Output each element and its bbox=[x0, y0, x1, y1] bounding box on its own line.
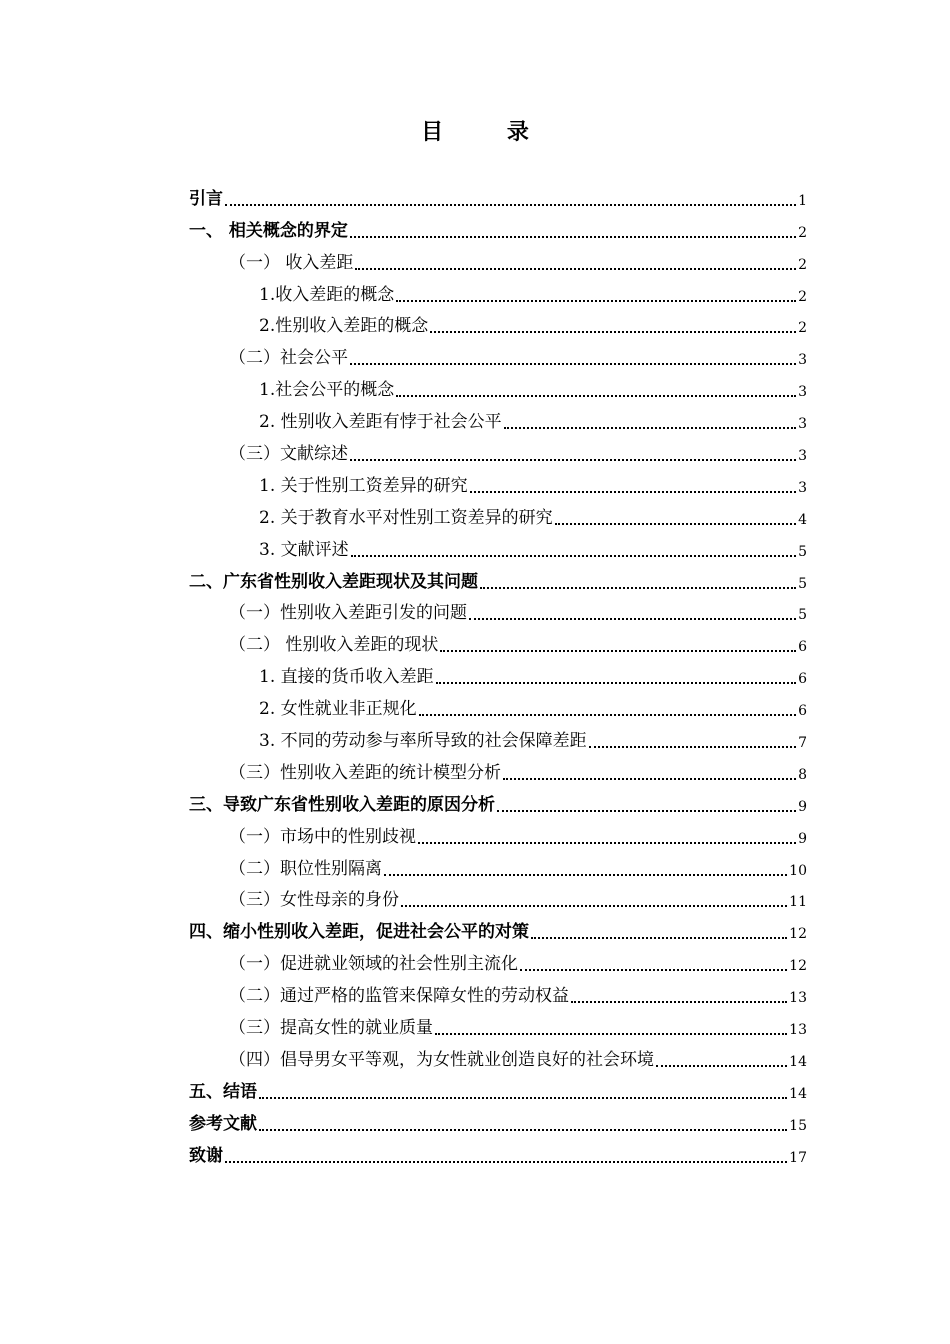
toc-dot-leader bbox=[430, 331, 796, 333]
toc-entry-page-number: 5 bbox=[798, 607, 807, 624]
toc-entry-page-number: 9 bbox=[798, 830, 807, 847]
toc-entry-page-number: 5 bbox=[798, 575, 807, 592]
toc-entry[interactable] bbox=[189, 947, 807, 979]
toc-dot-leader bbox=[480, 587, 796, 589]
toc-dot-leader bbox=[656, 1065, 787, 1067]
toc-entry[interactable] bbox=[189, 724, 807, 756]
toc-entry[interactable] bbox=[189, 246, 807, 278]
toc-entry[interactable] bbox=[189, 660, 807, 692]
toc-dot-leader bbox=[503, 778, 796, 780]
toc-entry-label: 五、结语 bbox=[189, 1081, 257, 1102]
toc-dot-leader bbox=[571, 1001, 787, 1003]
toc-entry-page-number: 3 bbox=[798, 479, 807, 496]
toc-entry[interactable] bbox=[189, 278, 807, 310]
toc-entry-label: 3. 文献评述 bbox=[259, 539, 349, 560]
toc-entry-page-number: 17 bbox=[789, 1149, 807, 1166]
toc-entry-label: 1.社会公平的概念 bbox=[259, 380, 395, 401]
toc-entry-label: （三）文献综述 bbox=[229, 444, 348, 465]
toc-dot-leader bbox=[351, 555, 796, 557]
toc-entry-label: （四）倡导男女平等观，为女性就业创造良好的社会环境 bbox=[229, 1049, 654, 1070]
toc-entry-page-number: 6 bbox=[798, 703, 807, 720]
toc-title: 目 录 bbox=[421, 120, 557, 145]
toc-entry-page-number: 3 bbox=[798, 448, 807, 465]
toc-dot-leader bbox=[504, 427, 796, 429]
toc-dot-leader bbox=[470, 491, 796, 493]
toc-entry-page-number: 5 bbox=[798, 543, 807, 560]
toc-entry[interactable] bbox=[189, 820, 807, 852]
toc-entry-label: （三）女性母亲的身份 bbox=[229, 890, 399, 911]
toc-dot-leader bbox=[436, 682, 796, 684]
toc-entry-page-number: 7 bbox=[798, 735, 807, 752]
toc-dot-leader bbox=[355, 268, 796, 270]
toc-entry-page-number: 2 bbox=[798, 224, 807, 241]
toc-entry[interactable] bbox=[189, 1075, 807, 1107]
toc-entry[interactable] bbox=[189, 310, 807, 342]
toc-entry-label: （一） 收入差距 bbox=[229, 252, 354, 273]
toc-entry-page-number: 12 bbox=[789, 958, 807, 975]
toc-dot-leader bbox=[401, 905, 787, 907]
toc-entry-page-number: 3 bbox=[798, 416, 807, 433]
toc-entry[interactable] bbox=[189, 565, 807, 597]
toc-dot-leader bbox=[396, 300, 796, 302]
toc-entry-label: 2. 女性就业非正规化 bbox=[259, 699, 417, 720]
toc-dot-leader bbox=[520, 969, 787, 971]
toc-entry-label: （三）提高女性的就业质量 bbox=[229, 1018, 433, 1039]
toc-entry[interactable] bbox=[189, 628, 807, 660]
toc-entry[interactable] bbox=[189, 884, 807, 916]
toc-dot-leader bbox=[350, 459, 796, 461]
toc-entry[interactable] bbox=[189, 405, 807, 437]
toc-entry-label: （二） 性别收入差距的现状 bbox=[229, 635, 439, 656]
toc-entry-label: （三）性别收入差距的统计模型分析 bbox=[229, 762, 501, 783]
toc-entry-page-number: 2 bbox=[798, 288, 807, 305]
toc-entry-label: （二）职位性别隔离 bbox=[229, 858, 382, 879]
toc-entry-label: 1.收入差距的概念 bbox=[259, 284, 395, 305]
toc-entry[interactable] bbox=[189, 1011, 807, 1043]
toc-entry-page-number: 2 bbox=[798, 320, 807, 337]
toc-dot-leader bbox=[497, 810, 796, 812]
toc-dot-leader bbox=[440, 650, 796, 652]
toc-entry-label: （一）促进就业领域的社会性别主流化 bbox=[229, 954, 518, 975]
toc-entry-page-number: 1 bbox=[798, 192, 807, 209]
toc-entry[interactable] bbox=[189, 692, 807, 724]
toc-dot-leader bbox=[418, 842, 796, 844]
toc-entry-label: 三、导致广东省性别收入差距的原因分析 bbox=[189, 794, 495, 815]
toc-entry-label: 一、 相关概念的界定 bbox=[189, 220, 348, 241]
toc-entry[interactable] bbox=[189, 756, 807, 788]
toc-entry-label: 致谢 bbox=[189, 1145, 223, 1166]
toc-entry-page-number: 11 bbox=[789, 894, 807, 911]
toc-entry-page-number: 9 bbox=[798, 798, 807, 815]
toc-entry[interactable] bbox=[189, 469, 807, 501]
toc-entry-label: （一）市场中的性别歧视 bbox=[229, 826, 416, 847]
toc-entry-page-number: 6 bbox=[798, 671, 807, 688]
toc-dot-leader bbox=[350, 236, 796, 238]
toc-entry-page-number: 8 bbox=[798, 766, 807, 783]
toc-dot-leader bbox=[396, 395, 796, 397]
toc-entry[interactable] bbox=[189, 1107, 807, 1139]
toc-entry[interactable] bbox=[189, 182, 807, 214]
toc-dot-leader bbox=[469, 618, 796, 620]
toc-entry-label: 2. 关于教育水平对性别工资差异的研究 bbox=[259, 507, 553, 528]
toc-entry[interactable] bbox=[189, 1139, 807, 1171]
toc-entry[interactable] bbox=[189, 597, 807, 629]
toc-entry-page-number: 3 bbox=[798, 384, 807, 401]
toc-entry-page-number: 12 bbox=[789, 926, 807, 943]
toc-entry-page-number: 3 bbox=[798, 352, 807, 369]
toc-dot-leader bbox=[531, 937, 787, 939]
toc-entry[interactable] bbox=[189, 915, 807, 947]
toc-entry-label: （一）性别收入差距引发的问题 bbox=[229, 603, 467, 624]
toc-entry-label: 四、缩小性别收入差距，促进社会公平的对策 bbox=[189, 922, 529, 943]
toc-entry-page-number: 13 bbox=[789, 1022, 807, 1039]
toc-dot-leader bbox=[435, 1033, 787, 1035]
toc-dot-leader bbox=[225, 1161, 787, 1163]
toc-dot-leader bbox=[259, 1097, 787, 1099]
toc-entry-label: 二、广东省性别收入差距现状及其问题 bbox=[189, 571, 478, 592]
toc-entry-page-number: 14 bbox=[789, 1053, 807, 1070]
toc-entry-page-number: 14 bbox=[789, 1085, 807, 1102]
toc-dot-leader bbox=[589, 746, 796, 748]
toc-entry[interactable] bbox=[189, 788, 807, 820]
toc-entry[interactable] bbox=[189, 533, 807, 565]
toc-entry[interactable] bbox=[189, 341, 807, 373]
toc-entry[interactable] bbox=[189, 373, 807, 405]
toc-entry[interactable] bbox=[189, 501, 807, 533]
toc-dot-leader bbox=[259, 1129, 787, 1131]
toc-entry-label: 引言 bbox=[189, 188, 223, 209]
toc-entry[interactable] bbox=[189, 1043, 807, 1075]
toc-entry-label: 3. 不同的劳动参与率所导致的社会保障差距 bbox=[259, 731, 587, 752]
toc-entry-page-number: 10 bbox=[789, 862, 807, 879]
toc-list bbox=[189, 182, 807, 1171]
toc-entry-page-number: 13 bbox=[789, 990, 807, 1007]
toc-dot-leader bbox=[225, 204, 796, 206]
toc-entry[interactable] bbox=[189, 437, 807, 469]
toc-entry-label: 2.性别收入差距的概念 bbox=[259, 316, 429, 337]
toc-dot-leader bbox=[350, 363, 796, 365]
toc-entry-page-number: 6 bbox=[798, 639, 807, 656]
toc-entry-label: （二）通过严格的监管来保障女性的劳动权益 bbox=[229, 986, 569, 1007]
toc-entry[interactable] bbox=[189, 214, 807, 246]
toc-entry-page-number: 4 bbox=[798, 511, 807, 528]
toc-entry-label: 1. 直接的货币收入差距 bbox=[259, 667, 434, 688]
toc-dot-leader bbox=[384, 874, 787, 876]
toc-entry-label: （二）社会公平 bbox=[229, 348, 348, 369]
toc-entry-label: 2. 性别收入差距有悖于社会公平 bbox=[259, 412, 502, 433]
toc-dot-leader bbox=[419, 714, 796, 716]
toc-entry[interactable] bbox=[189, 979, 807, 1011]
toc-entry-label: 参考文献 bbox=[189, 1113, 257, 1134]
toc-entry-page-number: 15 bbox=[789, 1117, 807, 1134]
toc-entry-label: 1. 关于性别工资差异的研究 bbox=[259, 475, 468, 496]
toc-dot-leader bbox=[555, 523, 796, 525]
toc-entry-page-number: 2 bbox=[798, 256, 807, 273]
toc-entry[interactable] bbox=[189, 852, 807, 884]
